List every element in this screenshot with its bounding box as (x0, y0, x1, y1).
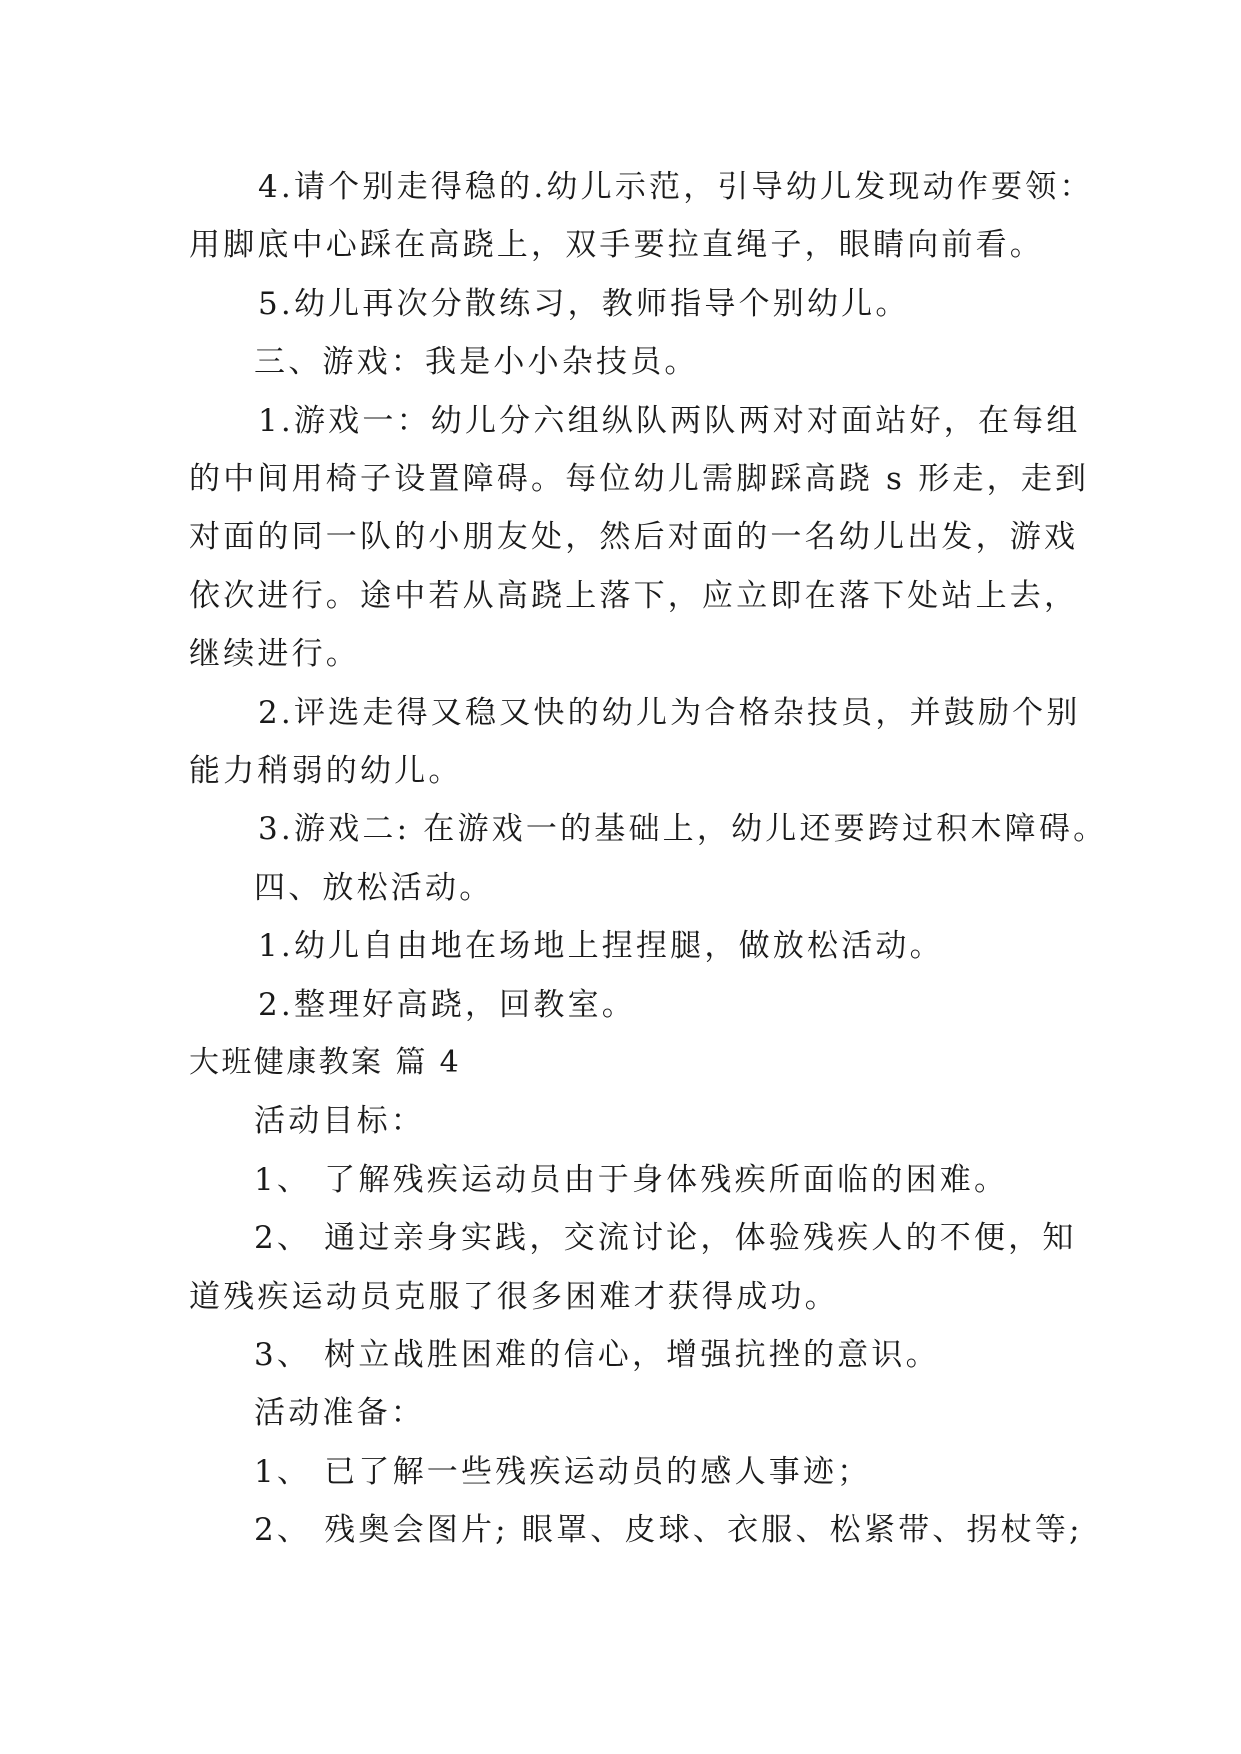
list-item: 2、 残奥会图片; 眼罩、皮球、衣服、松紧带、拐杖等; (254, 1512, 1083, 1548)
text-line: 道残疾运动员克服了很多困难才获得成功。 (189, 1279, 839, 1315)
section-heading: 活动目标： (254, 1103, 425, 1139)
text-line: 能力稍弱的幼儿。 (189, 753, 463, 789)
section-heading: 四、放松活动。 (254, 870, 494, 906)
text-line: 4.请个别走得稳的.幼儿示范，引导幼儿发现动作要领： (258, 169, 1094, 205)
text-line: 1.幼儿自由地在场地上捏捏腿，做放松活动。 (258, 928, 944, 964)
list-item: 1、 已了解一些残疾运动员的感人事迹； (254, 1454, 872, 1490)
text-line: 3.游戏二: 在游戏一的基础上，幼儿还要跨过积木障碍。 (258, 811, 1108, 847)
text-line: 用脚底中心踩在高跷上，双手要拉直绳子，眼睛向前看。 (189, 227, 1044, 263)
text-line: 2.评选走得又稳又快的幼儿为合格杂技员，并鼓励个别 (258, 695, 1081, 731)
lesson-title: 大班健康教案 篇 4 (189, 1045, 462, 1080)
text-line: 1.游戏一：幼儿分六组纵队两队两对对面站好，在每组 (258, 403, 1081, 439)
text-line: 的中间用椅子设置障碍。每位幼儿需脚踩高跷 s 形走，走到 (189, 461, 1090, 497)
text-line: 5.幼儿再次分散练习，教师指导个别幼儿。 (258, 286, 910, 322)
text-line: 对面的同一队的小朋友处，然后对面的一名幼儿出发，游戏 (189, 519, 1079, 555)
list-item: 3、 树立战胜困难的信心，增强抗挫的意识。 (254, 1337, 940, 1373)
text-line: 依次进行。途中若从高跷上落下，应立即在落下处站上去， (189, 578, 1079, 614)
section-heading: 三、游戏：我是小小杂技员。 (254, 344, 699, 380)
text-line: 2.整理好高跷，回教室。 (258, 987, 636, 1023)
list-item: 1、 了解残疾运动员由于身体残疾所面临的困难。 (254, 1162, 1009, 1198)
section-heading: 活动准备： (254, 1395, 425, 1431)
list-item: 2、 通过亲身实践，交流讨论，体验残疾人的不便，知 (254, 1220, 1077, 1256)
text-line: 继续进行。 (189, 636, 360, 672)
